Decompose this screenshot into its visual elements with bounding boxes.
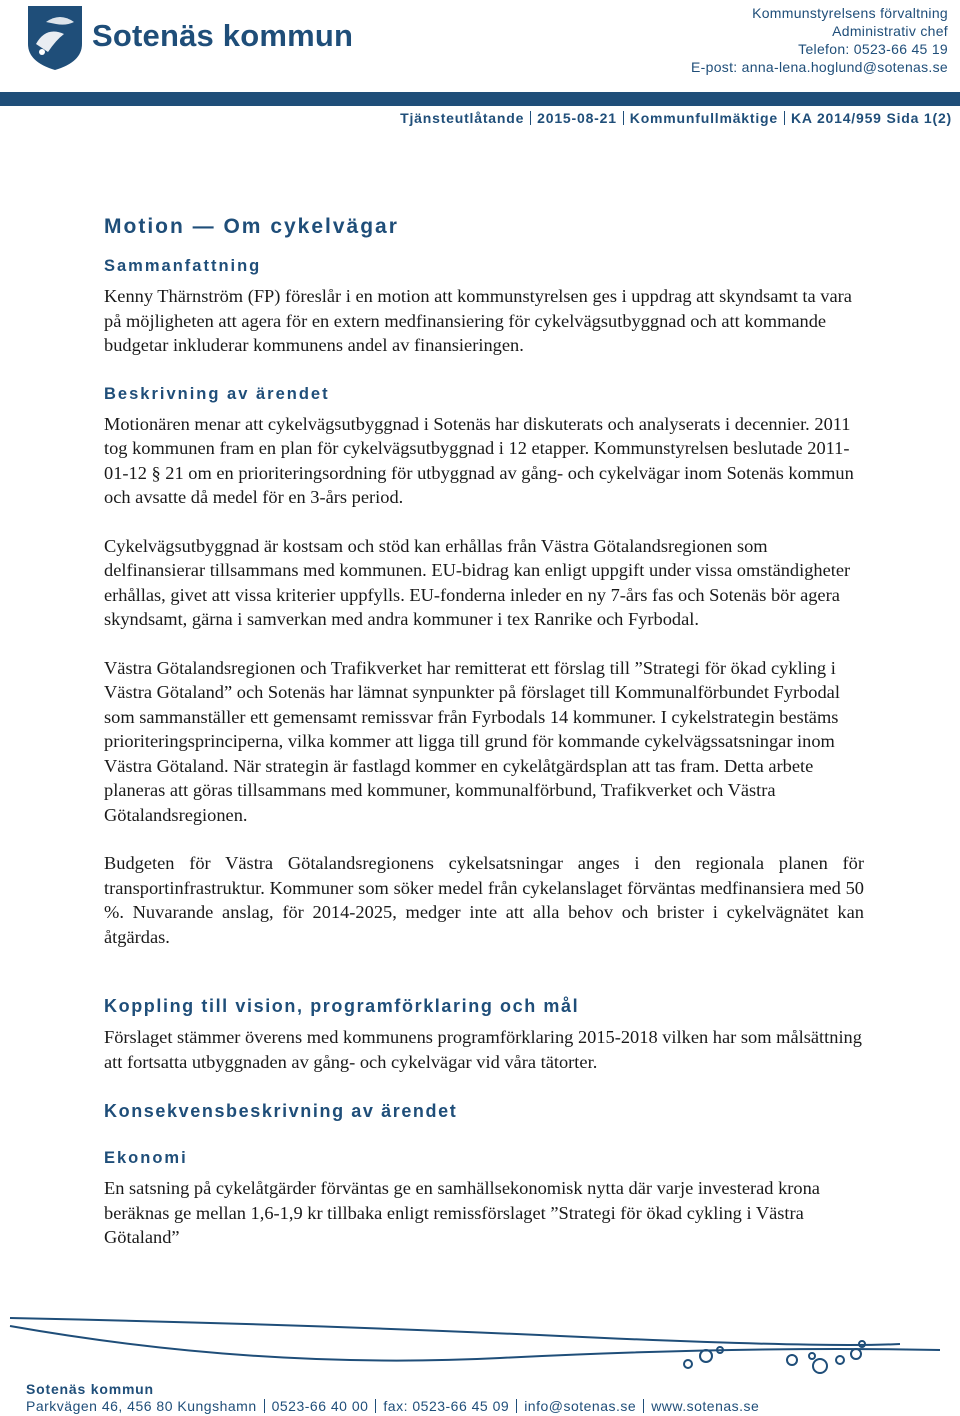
beskrivning-paragraph-4: Budgeten för Västra Götalandsregionens cykelsatsningar anges i den regionala planen för transportinfrastruktur. Kommuner som söker medel från cykelanslaget förväntas medfinansiera med 50 %. Nuvarande anslag, för 2014-2025, medger inte att alla behov och brister i cykelvägnätet kan åtgärdas.: [104, 853, 864, 947]
divider: [623, 111, 624, 125]
footer-website-link[interactable]: www.sotenas.se: [651, 1398, 760, 1414]
section-heading-beskrivning: Beskrivning av ärendet: [104, 384, 330, 403]
divider: [264, 1399, 265, 1413]
beskrivning-paragraph-1: Motionären menar att cykelvägsutbyggnad i Sotenäs har diskuterats och analyserats i decennier. 2011 tog kommunen fram en plan för cykelvägsutbyggnad i 12 etapper. Kommunstyrelsen beslutade 2011-01-12 § 21 om en prioriteringsordning för utbyggnad av gång- och cykelvägar inom Sotenäs kommun och avsatte då medel för en 3-års period.: [104, 413, 854, 507]
footer-address: Parkvägen 46, 456 80 Kungshamn: [26, 1398, 257, 1414]
footer-contact-line: [26, 1398, 759, 1414]
doc-type: Tjänsteutlåtande: [400, 110, 525, 126]
subsection-heading-ekonomi: Ekonomi: [104, 1149, 188, 1167]
doc-body: Kommunfullmäktige: [629, 110, 778, 126]
phone-text: Telefon: 0523-66 45 19: [798, 41, 948, 57]
koppling-text: Förslaget stämmer överens med kommunens programförklaring 2015-2018 vilken har som målsättning att fortsatta utbyggnaden av gång- och cykelvägar vid våra tätorter.: [104, 1027, 862, 1072]
footer-fax: fax: 0523-66 45 09: [383, 1398, 510, 1414]
doc-reference: KA 2014/959 Sida 1(2): [790, 110, 952, 126]
page-title: Motion — Om cykelvägar: [104, 215, 399, 238]
divider: [516, 1399, 517, 1413]
role-text: Administrativ chef: [832, 23, 948, 39]
section-heading-koppling: Koppling till vision, programförklaring och mål: [104, 996, 580, 1016]
beskrivning-paragraph-2: Cykelvägsutbyggnad är kostsam och stöd kan erhållas från Västra Götalandsregionen som delfinansierar tillsammans med kommunen. EU-bidrag kan enligt uppgift under vissa omständigheter erhållas, givet att vissa kriterier uppfylls. EU-fonderna inleder en ny 7-års fas och Sotenäs bör agera skyndsamt, gärna i samverkan med andra kommuner i tex Ranrike och Fyrbodal.: [104, 535, 851, 629]
footer-organization: Sotenäs kommun: [26, 1381, 154, 1397]
doc-date: 2015-08-21: [537, 110, 617, 126]
section-heading-konsekvens: Konsekvensbeskrivning av ärendet: [104, 1101, 458, 1121]
department-text: Kommunstyrelsens förvaltning: [752, 5, 948, 21]
document-body: [104, 212, 864, 1250]
beskrivning-paragraph-3: Västra Götalandsregionen och Trafikverket har remitterat ett förslag till ”Strategi för ökad cykling i Västra Götaland” och Sotenäs har lämnat synpunkter på förslaget till Kommunalförbundet Fyrbodal som sammanställer ett gemensamt remissvar från Fyrbodals 14 kommuner. I cykelstrategin bestäms prioriteringsprinciperna, vilka kommer att ligga till grund för kommande cykelvägssatsningar inom Västra Götaland. När strategin är fastlagd kommer en cykelåtgärdsplan att tas fram. Detta arbete planeras att göras tillsammans med kommuner, kommunalförbund, Trafikverket och Västra Götalandsregionen.: [104, 657, 840, 825]
contact-block: [691, 4, 948, 76]
divider: [784, 111, 785, 125]
logo-text: Sotenäs kommun: [92, 18, 354, 53]
divider: [375, 1399, 376, 1413]
footer-phone: 0523-66 40 00: [271, 1398, 369, 1414]
footer-email-link[interactable]: info@sotenas.se: [524, 1398, 637, 1414]
header-bar: [0, 92, 960, 106]
document-meta: [400, 110, 952, 126]
divider: [530, 111, 531, 125]
sotenas-logo: [26, 4, 354, 70]
sammanfattning-text: Kenny Thärnström (FP) föreslår i en motion att kommunstyrelsen ges i uppdrag att skyndsamt ta vara på möjligheten att agera för en extern medfinansiering för cykelvägsutbyggnad och att kommande budgetar inkluderar kommunens andel av finansieringen.: [104, 286, 852, 355]
section-heading-sammanfattning: Sammanfattning: [104, 257, 262, 275]
footer-wave-decoration: [0, 1310, 960, 1380]
email-text: E-post: anna-lena.hoglund@sotenas.se: [691, 59, 948, 75]
ekonomi-text: En satsning på cykelåtgärder förväntas ge en samhällsekonomisk nytta där varje investerad krona beräknas ge mellan 1,6-1,9 kr tillbaka enligt remissförslaget ”Strategi för ökad cykling i Västra Götaland”: [104, 1178, 820, 1247]
divider: [643, 1399, 644, 1413]
